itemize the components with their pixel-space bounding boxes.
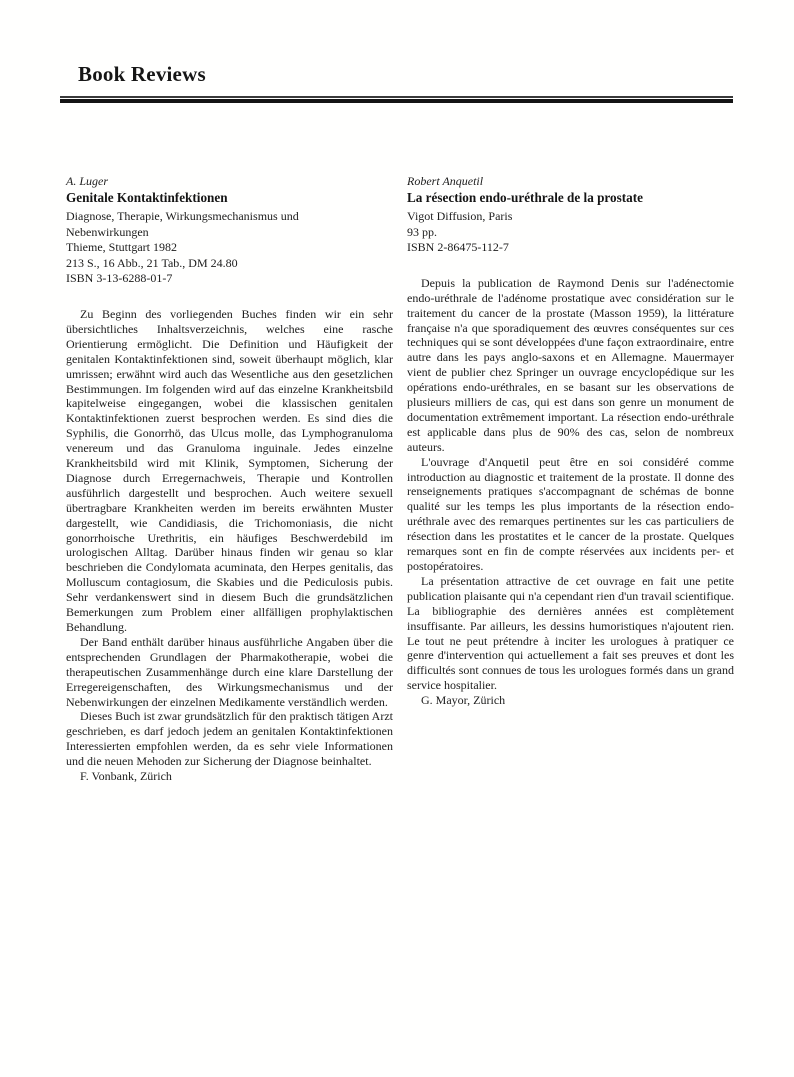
reviewer-signature: G. Mayor, Zürich <box>421 693 506 708</box>
publication-details <box>407 209 734 256</box>
detail-line: Vigot Diffusion, Paris <box>407 209 513 223</box>
header-rule <box>60 96 733 103</box>
detail-line: ISBN 3-13-6288-01-7 <box>66 271 173 286</box>
review-paragraph: La présentation attractive de cet ouvrage en fait une petite publication plaisante qui n'a cependant rien d'un travail scientifique. La bibliographie des dernières années est complètement insuffisante. Par ailleurs, les dessins humoristiques n'ajoutent rien. Le tout ne peut prétendre à inciter les urologues à pratiquer ce genre d'intervention qui actuellement a fait ses preuves et dont les difficultés sont connues de tous les urologues formés dans un grand service hospitalier. <box>407 573 734 693</box>
review-book-title: La résection endo-uréthrale de la prostate <box>407 190 643 205</box>
review-paragraph: Der Band enthält darüber hinaus ausführliche Angaben über die entsprechenden Grundlagen der Pharmakotherapie, wobei die therapeutischen Zusammenhänge durch eine klare Darstellung der Erregereigenschaften, des Wirkungsmechanismus und der Nebenwirkungen der einzelnen Medikamente verständlich werden. <box>66 634 393 709</box>
reviewer-signature: F. Vonbank, Zürich <box>80 769 172 784</box>
review-author: Robert Anquetil <box>407 174 484 188</box>
page-title: Book Reviews <box>78 62 206 86</box>
review-paragraph: Depuis la publication de Raymond Denis sur l'adénectomie endo-uréthrale de l'adénome prostatique avec considération sur le traitement du cancer de la prostate (Masson 1959), la littérature française n'a que sporadiquement des œuvres conséquentes sur ces techniques qui se sont développées d'une façon extraordinaire, entre autre dans les pays anglo-saxons et en Allemagne. Mauermayer vient de publier chez Springer un ouvrage encyclopédique sur les opérations endo-uréthrales, en se basant sur les observations de plusieurs milliers de cas, qui est dans son genre un monument de documentation extrêmement important. La résection endo-uréthrale est applicable dans plus de 90% des cas, selon de nombreux auteurs. <box>407 275 734 454</box>
reviews-container <box>66 174 734 784</box>
publication-details <box>66 209 393 287</box>
review-paragraph: L'ouvrage d'Anquetil peut être en soi considéré comme introduction au diagnostic et traitement de la prostate. Il donne des renseignements pratiques s'accompagnant de schémas de bonne qualité sur les temps les plus importants de la résection endo-uréthrale avec des remarques pertinentes sur les cas particuliers de résection dans les prostatites et le cancer de la prostate. Quelques remarques sont en fin de compte réservées aux incidents per- et postopératoires. <box>407 454 734 573</box>
review-paragraph: Zu Beginn des vorliegenden Buches finden wir ein sehr übersichtliches Inhaltsverzeichnis, welches eine rasche Orientierung ermöglicht. Die Definition und Häufigkeit der genitalen Kontaktinfektionen sind, soweit überhaupt möglich, klar umrissen; erwähnt wird auch das Wesentliche aus den gesetzlichen Bestimmungen. Im folgenden wird auf das einzelne Krankheitsbild kapitelweise eingegangen, wobei die klassischen genitalen Kontaktinfektionen zuerst besprochen werden. Es sind dies die Syphilis, die Gonorrhö, das Ulcus molle, das Lymphogranuloma venereum und das Granuloma inguinale. Jedes einzelne Krankheitsbild wird mit Klinik, Symptomen, Sicherung der Diagnose durch Erregernachweis, Therapie und Kontrollen ausführlich dargestellt und besprochen. Auch weitere sexuell übertragbare Krankheiten werden im bereits erwähnten Muster dargestellt, wie Candidiasis, die Trichomoniasis, die nicht gonorrhoische Urethritis, ein häufiges Beschwerdebild im urologischen Alltag. Darüber hinaus finden wir genau so klar beschrieben die Condylomata acuminata, den Herpes genitalis, das Molluscum contagiosum, die Skabies und die Pediculosis pubis. Sehr verdankenswert sind in diesem Buch die grundsätzlichen Bemerkungen zum Problem einer allfälligen prophylaktischen Behandlung. <box>66 306 393 634</box>
detail-line: 93 pp. <box>407 224 437 239</box>
review-paragraph: Dieses Buch ist zwar grundsätzlich für den praktisch tätigen Arzt geschrieben, es darf jedoch jedem an genitalen Kontaktinfektionen Interessierten empfohlen werden, da es sehr viele Informationen und die neuen Mehoden zur Sicherung der Diagnose beinhaltet. <box>66 709 393 769</box>
header-rule-thick <box>60 99 733 103</box>
review-body <box>66 307 393 784</box>
detail-line: Diagnose, Therapie, Wirkungsmechanismus und <box>66 209 299 223</box>
review-column-luger <box>66 174 393 784</box>
detail-line: 213 S., 16 Abb., 21 Tab., DM 24.80 <box>66 255 238 270</box>
review-author: A. Luger <box>66 174 108 188</box>
review-column-anquetil <box>407 174 734 784</box>
header-rule-thin <box>60 96 733 98</box>
detail-line: Nebenwirkungen <box>66 224 149 239</box>
review-body <box>407 276 734 708</box>
detail-line: Thieme, Stuttgart 1982 <box>66 240 177 255</box>
review-book-title: Genitale Kontaktinfektionen <box>66 190 228 205</box>
detail-line: ISBN 2-86475-112-7 <box>407 240 509 255</box>
